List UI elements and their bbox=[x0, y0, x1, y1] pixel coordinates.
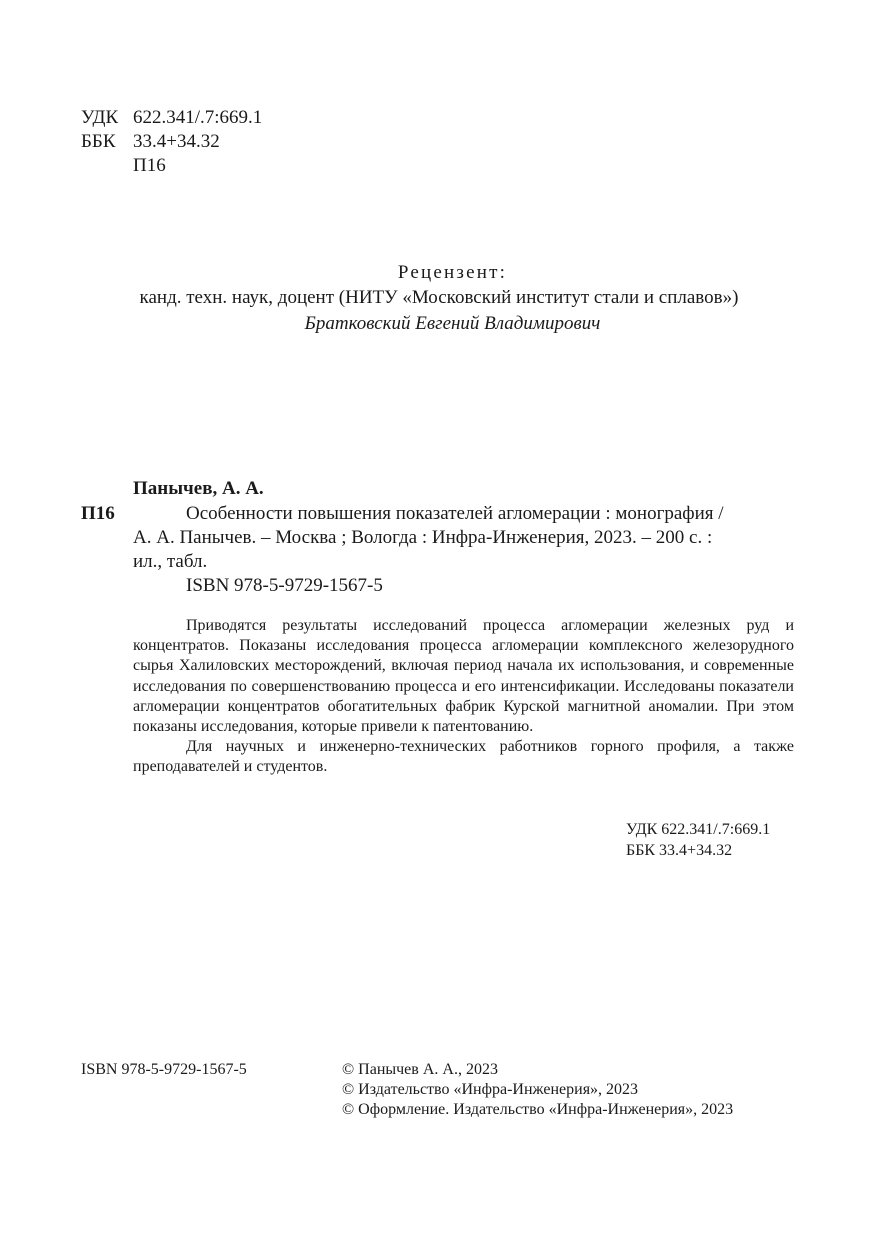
abstract-paragraph-1: Приводятся результаты исследований процесса агломерации железных руд и концентратов. Показаны исследования процесса агломерации комплексного железорудного сырья Халиловских месторождений, включая период начала их использования, и современные исследования по совершенствованию процесса и его интенсификации. Исследованы показатели агломерации концентратов обогатительных фабрик Курской магнитной аномалии. При этом показаны исследования, которые привели к патентованию. bbox=[133, 617, 794, 736]
footer-bbk: ББК 33.4+34.32 bbox=[626, 842, 733, 859]
udk-label: УДК bbox=[81, 107, 119, 128]
copyright-publisher: © Издательство «Инфра-Инженерия», 2023 bbox=[342, 1081, 639, 1098]
bib-title-line: Особенности повышения показателей агломерации : монография / bbox=[186, 503, 724, 524]
bib-illustrations-line: ил., табл. bbox=[133, 551, 208, 572]
reviewer-block bbox=[0, 261, 875, 337]
bbk-label: ББК bbox=[81, 131, 116, 152]
bib-isbn: ISBN 978-5-9729-1567-5 bbox=[186, 575, 383, 596]
reviewer-name: Братковский Евгений Владимирович bbox=[304, 313, 601, 334]
abstract bbox=[133, 616, 794, 778]
copyright-design: © Оформление. Издательство «Инфра-Инженерия», 2023 bbox=[342, 1101, 734, 1118]
bib-code: П16 bbox=[81, 503, 115, 524]
abstract-paragraph-2: Для научных и инженерно-технических работников горного профиля, а также преподавателей и студентов. bbox=[133, 738, 794, 776]
bib-author: Панычев, А. А. bbox=[133, 478, 264, 499]
reviewer-affiliation: канд. техн. наук, доцент (НИТУ «Московский институт стали и сплавов») bbox=[139, 287, 739, 308]
bib-publication-line: А. А. Панычев. – Москва ; Вологда : Инфра-Инженерия, 2023. – 200 с. : bbox=[133, 527, 713, 548]
udk-value: 622.341/.7:669.1 bbox=[133, 107, 263, 128]
author-mark: П16 bbox=[133, 155, 166, 176]
footer-udk: УДК 622.341/.7:669.1 bbox=[626, 821, 771, 838]
footer-isbn: ISBN 978-5-9729-1567-5 bbox=[81, 1061, 247, 1078]
reviewer-title: Рецензент: bbox=[397, 262, 508, 283]
bbk-value: 33.4+34.32 bbox=[133, 131, 220, 152]
copyright-author: © Панычев А. А., 2023 bbox=[342, 1061, 498, 1078]
